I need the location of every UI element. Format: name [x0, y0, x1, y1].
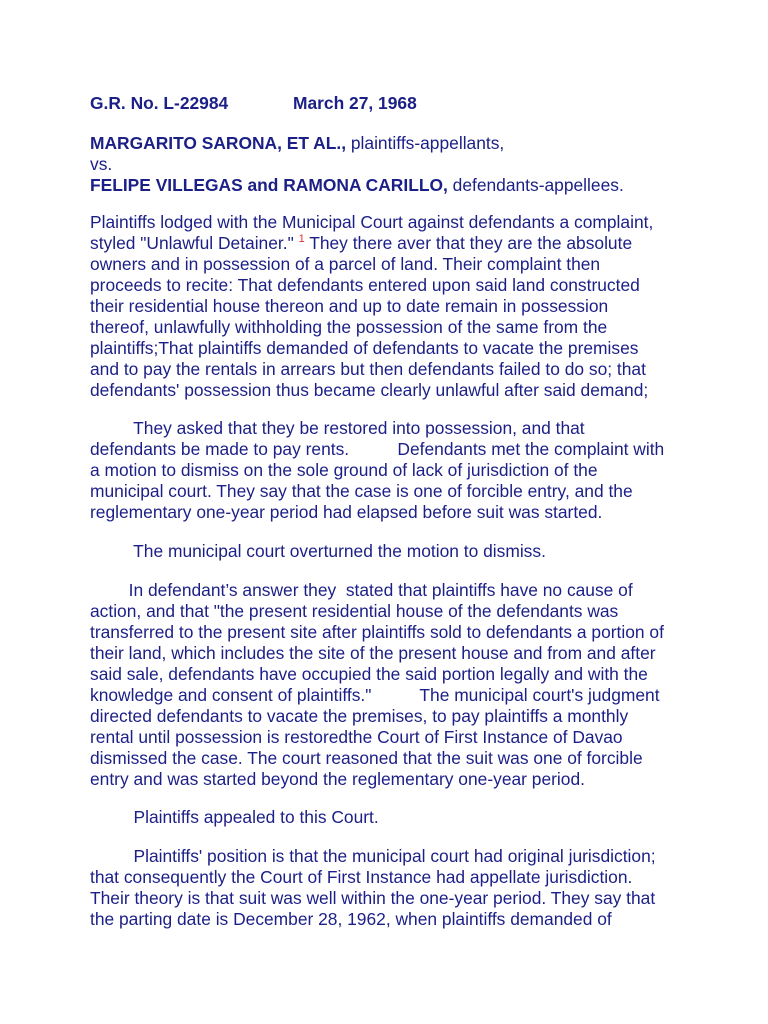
paragraph-line: their residential house thereon and up to date remain in possession [90, 296, 609, 316]
defendants-role: defendants-appellees. [447, 175, 624, 195]
paragraph-line: Their theory is that suit was well within the one-year period. They say that [90, 888, 656, 908]
paragraph-line: dismissed the case. The court reasoned that the suit was one of forcible [90, 748, 643, 768]
paragraph-line: said sale, defendants have occupied the said portion legally and with the [90, 664, 648, 684]
text-run: stated that plaintiffs have no cause of [341, 580, 633, 600]
paragraph-line: defendants' possession thus became clearly unlawful after said demand; [90, 380, 649, 400]
plaintiffs-line [90, 133, 504, 154]
paragraph-line: proceeds to recite: That defendants entered upon said land constructed [90, 275, 640, 295]
paragraph-line: Plaintiffs' position is that the municipal court had original jurisdiction; [90, 846, 656, 866]
paragraph-line: a motion to dismiss on the sole ground of lack of jurisdiction of the [90, 460, 598, 480]
paragraph-line: thereof, unlawfully withholding the possession of the same from the [90, 317, 608, 337]
paragraph-line [90, 580, 633, 601]
footnote-marker[interactable]: 1 [298, 233, 305, 245]
paragraph-line: knowledge and consent of plaintiffs." The municipal court's judgment [90, 685, 660, 705]
versus-line: vs. [90, 154, 113, 174]
gr-number: G.R. No. L-22984 [90, 93, 229, 113]
paragraph-line: transferred to the present site after plaintiffs sold to defendants a portion of [90, 622, 664, 642]
paragraph-line: reglementary one-year period had elapsed before suit was started. [90, 502, 603, 522]
paragraph-line: the parting date is December 28, 1962, when plaintiffs demanded of [90, 909, 612, 929]
paragraph-line: rental until possession is restoredthe Court of First Instance of Davao [90, 727, 623, 747]
paragraph-line: plaintiffs;That plaintiffs demanded of defendants to vacate the premises [90, 338, 639, 358]
paragraph-line: entry and was started beyond the reglementary one-year period. [90, 769, 585, 789]
paragraph-line: action, and that "the present residential house of the defendants was [90, 601, 619, 621]
paragraph-line: Plaintiffs lodged with the Municipal Court against defendants a complaint, [90, 212, 654, 232]
paragraph-line: owners and in possession of a parcel of land. Their complaint then [90, 254, 601, 274]
paragraph-line: defendants be made to pay rents. Defendants met the complaint with [90, 439, 665, 459]
defendants-name: FELIPE VILLEGAS and RAMONA CARILLO, [90, 175, 448, 195]
paragraph-line: municipal court. They say that the case is one of forcible entry, and the [90, 481, 633, 501]
paragraph-line: their land, which includes the site of the present house and from and after [90, 643, 656, 663]
paragraph-line: directed defendants to vacate the premises, to pay plaintiffs a monthly [90, 706, 629, 726]
paragraph-line: The municipal court overturned the motion to dismiss. [90, 541, 546, 561]
text-run: styled "Unlawful Detainer." [90, 233, 299, 253]
defendants-line [90, 175, 624, 196]
plaintiffs-name: MARGARITO SARONA, ET AL., [90, 133, 347, 153]
text-run: In defendant’s answer they [90, 580, 342, 600]
text-run: They there aver that they are the absolute [304, 233, 633, 253]
paragraph-line: that consequently the Court of First Instance had appellate jurisdiction. [90, 867, 633, 887]
case-header [90, 93, 417, 114]
paragraph-line: and to pay the rentals in arrears but then defendants failed to do so; that [90, 359, 646, 379]
plaintiffs-role: plaintiffs-appellants, [346, 133, 505, 153]
paragraph-line: They asked that they be restored into possession, and that [90, 418, 585, 438]
paragraph-line: Plaintiffs appealed to this Court. [90, 807, 379, 827]
decision-date: March 27, 1968 [293, 93, 417, 113]
